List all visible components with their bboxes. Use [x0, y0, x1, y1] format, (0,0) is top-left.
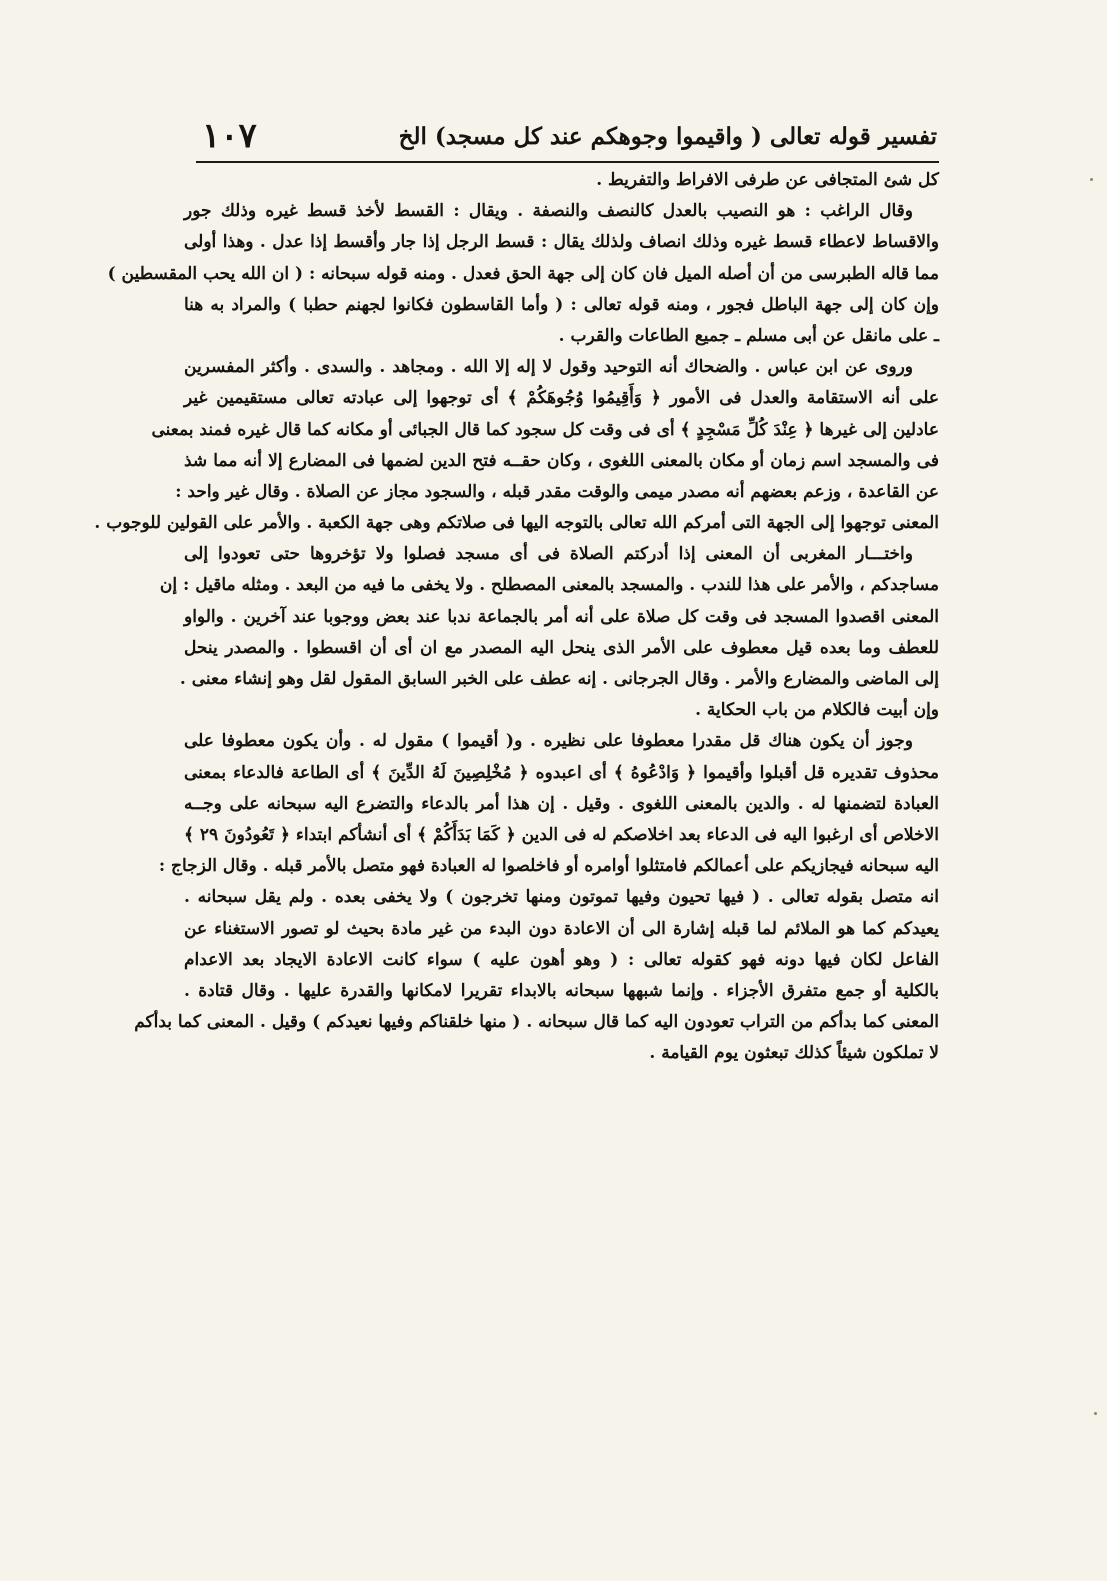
text-line: العبادة لتضمنها له . والدين بالمعنى اللغوى . وقيل . إن هذا أمر بالدعاء والتضرع اليه سبحانه على وجــه [184, 793, 939, 814]
running-header [202, 112, 937, 160]
header-rule [196, 161, 939, 163]
body-text [94, 165, 939, 1485]
text-line: اليه سبحانه فيجازيكم على أعمالكم فامتثلوا أوامره أو فاخلصوا له العبادة فهو متصل بالأمر قبله . وقال الزجاج : [158, 856, 939, 877]
text-line: للعطف وما بعده قيل معطوف على الأمر الذى ينحل اليه المصدر مع ان أى أن اقسطوا . والمصدر ينحل [184, 637, 939, 658]
text-line: وجوز أن يكون هناك قل مقدرا معطوفا على نظيره . و( أقيموا ) مقول له . وأن يكون معطوفا على [184, 731, 913, 752]
text-line: إلى الماضى والمضارع والأمر . وقال الجرجانى . إنه عطف على الخبر السابق المقول لقل وهو إنشاء معنى . [179, 669, 939, 689]
text-line: يعيدكم كما هو الملائم لما قبله إشارة الى أن الاعادة دون البدء من غير مادة بحيث لو تصور الاستغناء عن [184, 918, 939, 939]
text-line: عادلين إلى غيرها ﴿ عِنْدَ كُلِّ مَسْجِدٍ ﴾ أى فى وقت كل سجود كما قال الجبائى أو مكانه كما قال غيره فمند بمعنى [151, 419, 939, 440]
text-line: عن القاعدة ، وزعم بعضهم أنه مصدر ميمى والوقت مقدر قبله ، والسجود مجاز عن الصلاة . وقال غير واحد : [175, 481, 939, 502]
text-line: ـ على مانقل عن أبى مسلم ـ جميع الطاعات والقرب . [558, 325, 939, 346]
text-line: وإن كان إلى جهة الباطل فجور ، ومنه قوله تعالى : ( وأما القاسطون فكانوا لجهنم حطبا ) والمراد به هنا [184, 294, 939, 315]
text-line: انه متصل بقوله تعالى . ( فيها تحيون وفيها تموتون ومنها تخرجون ) ولا يخفى بعده . ولم يقل سبحانه . [184, 887, 939, 908]
text-line: المعنى كما بدأكم من التراب تعودون اليه كما قال سبحانه . ( منها خلقناكم وفيها نعيدكم ) وقيل . المعنى كما بدأكم [134, 1012, 939, 1033]
paper-speck [1094, 1412, 1097, 1415]
text-line: كل شئ المتجافى عن طرفى الافراط والتفريط . [596, 170, 939, 190]
text-line: وقال الراغب : هو النصيب بالعدل كالنصف والنصفة . ويقال : القسط لأخذ قسط غيره وذلك جور [184, 201, 913, 222]
text-line: فى والمسجد اسم زمان أو مكان بالمعنى اللغوى ، وكان حقــه فتح الدين لضمها فى المضارع إلا أنه مما شذ [184, 450, 939, 471]
text-line: والاقساط لاعطاء قسط غيره وذلك انصاف ولذلك يقال : قسط الرجل إذا جار وأقسط إذا عدل . وهذا أولى [184, 232, 939, 253]
paper-speck [1090, 178, 1093, 181]
text-line: مساجدكم ، والأمر على هذا للندب . والمسجد بالمعنى المصطلح . ولا يخفى ما فيه من البعد . ومثله ماقيل : إن [159, 575, 939, 596]
text-line: على أنه الاستقامة والعدل فى الأمور ﴿ وَأَقِيمُوا وُجُوهَكُمْ ﴾ أى توجهوا إلى عبادته تعالى مستقيمين غير [184, 388, 939, 409]
text-line: لا تملكون شيئاً كذلك تبعثون يوم القيامة . [649, 1043, 939, 1064]
text-line: الاخلاص أى ارغبوا اليه فى الدعاء بعد اخلاصكم له فى الدين ﴿ كَمَا بَدَأَكُمْ ﴾ أى أنشأكم ابتداء ﴿ تَعُودُونَ ٢٩ ﴾ [184, 824, 939, 845]
page-number: ١٠٧ [202, 116, 257, 156]
text-line: المعنى توجهوا إلى الجهة التى أمركم الله تعالى بالتوجه اليها فى صلاتكم وهى جهة الكعبة . والأمر على القولين للوجوب . [94, 513, 939, 534]
text-line: واختـــار المغربى أن المعنى إذا أدركتم الصلاة فى أى مسجد فصلوا ولا تؤخروها حتى تعودوا إلى [184, 544, 913, 565]
running-head-title: تفسير قوله تعالى ( واقيموا وجوهكم عند كل مسجد) الخ [398, 122, 937, 150]
text-line: مما قاله الطبرسى من أن أصله الميل فان كان إلى جهة الحق فعدل . ومنه قوله سبحانه : ( ان الله يحب المقسطين ) [107, 263, 939, 284]
text-line: الفاعل لكان فيها دونه فهو كقوله تعالى : ( وهو أهون عليه ) سواء كانت الاعادة الايجاد بعد الاعدام [184, 949, 939, 970]
text-line: وروى عن ابن عباس . والضحاك أنه التوحيد وقول لا إله إلا الله . ومجاهد . والسدى . وأكثر المفسرين [184, 357, 913, 378]
text-line: المعنى اقصدوا المسجد فى وقت كل صلاة على أنه أمر بالجماعة ندبا عند بعض ووجوبا عند آخرين . والواو [184, 606, 939, 627]
text-line: بالكلية أو جمع متفرق الأجزاء . وإنما شبهها سبحانه بالابداء تقريرا لامكانها والقدرة عليها . وقال قتادة . [184, 980, 939, 1001]
text-line: محذوف تقديره قل أقبلوا وأقيموا ﴿ وَادْعُوهُ ﴾ أى اعبدوه ﴿ مُخْلِصِينَ لَهُ الدِّينَ ﴾ أى الطاعة فالدعاء بمعنى [184, 762, 939, 783]
text-line: وإن أبيت فالكلام من باب الحكاية . [695, 700, 939, 721]
